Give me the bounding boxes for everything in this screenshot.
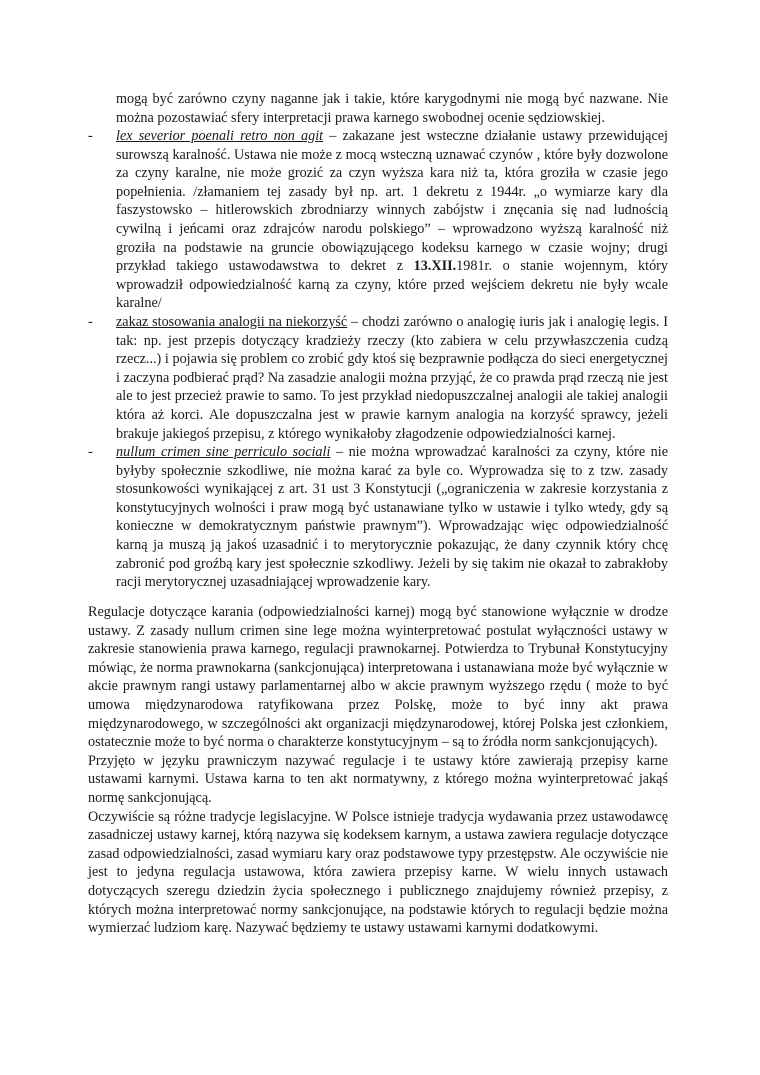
- principles-list: [88, 127, 668, 592]
- list-item: [88, 127, 668, 313]
- bullet-dash: -: [88, 444, 93, 461]
- decree-date: 13.XII.: [413, 258, 457, 275]
- principle-text: – nie można wprowadzać karalności za czyny, które nie byłyby społecznie szkodliwe, nie można karać za byle co. Wyprowadza się to z tzw. zasady stosunkowości wynikającej z art. 31 ust 3 Konstytucji („ograniczenia w zakresie korzystania z konstytucyjnych wolności i praw mogą być ustanawiane tylko w ustawie i tylko wtedy, gdy są konieczne w demokratycznym państwie prawnym”). Wprowadzając więc odpowiedzialność karną ja muszą ją jakoś uzasadnić i to merytorycznie pokazując, że dany czynnik który chcę zabronić pod groźbą kary jest społecznie szkodliwy. Jeżeli by się takim nie okazał to zabrakłoby racji merytorycznej uzasadniającej wprowadzenie kary.: [116, 444, 669, 591]
- principle-text-continued: 1981r. o stanie wojennym, który wprowadził odpowiedzialność karną za czyny, które przed wejściem dekretu nie były wcale karalne/: [116, 258, 668, 312]
- body-paragraph: Oczywiście są różne tradycje legislacyjne. W Polsce istnieje tradycja wydawania przez ustawodawcę zasadniczej ustawy karnej, którą nazywa się kodeksem karnym, a ustawa zawiera regulacje dotyczące zasad odpowiedzialności, zasad wymiaru kary oraz podstawowe typy przestępstw. Ale oczywiście nie jest to jedyna regulacja ustawowa, która zawiera przepisy karne. W wielu innych ustawach dotyczących szeregu dziedzin życia społecznego i publicznego znajdujemy również przepisy, z których można interpretować normy sankcjonujące, na podstawie których to regulacji będzie można wymierzać ludziom karę. Nazywać będziemy te ustawy ustawami karnymi dodatkowymi.: [88, 808, 668, 937]
- bullet-dash: -: [88, 313, 93, 330]
- body-paragraph: Przyjęto w języku prawniczym nazywać regulacje i te ustawy które zawierają przepisy karne ustawami karnymi. Ustawa karna to ten akt normatywny, z którego można wyinterpretować jakąś normę sankcjonującą.: [88, 752, 668, 806]
- list-item: [88, 443, 668, 592]
- principle-term: nullum crimen sine perriculo sociali: [116, 444, 331, 461]
- principle-term: zakaz stosowania analogii na niekorzyść: [116, 313, 348, 330]
- principle-text: – chodzi zarówno o analogię iuris jak i analogię legis. I tak: np. jest przepis dotyczący kradzieży rzeczy (kto zabiera w celu przywłaszczenia cudzą rzecz...) i pojawia się problem co zrobić gdy ktoś się bezprawnie podłącza do sieci energetycznej i zaczyna podbierać prąd? Na zasadzie analogii można przyjąć, że co prawda prąd rzeczą nie jest ale to jest przecież prawie to samo. To jest przykład niedopuszczalnej analogii ale takiej analogii która aż korci. Ale dopuszczalna jest w prawie karnym analogia na korzyść sprawcy, jeżeli brakuje jakiegoś przepisu, z którego wynikałoby złagodzenie odpowiedzialności karnej.: [116, 313, 668, 442]
- list-item: [88, 313, 668, 443]
- body-paragraph: Regulacje dotyczące karania (odpowiedzialności karnej) mogą być stanowione wyłącznie w drodze ustawy. Z zasady nullum crimen sine lege można wyinterpretować postulat wyłączności ustawy w zakresie stanowienia prawa karnego, regulacji prawnokarnej. Potwierdza to Trybunał Konstytucyjny mówiąc, że norma prawnokarna (sankcjonująca) interpretowana i ustanawiana może być wyłącznie w akcie prawnym rangi ustawy parlamentarnej albo w akcie prawnym wyższego rzędu ( może to być umowa międzynarodowa ratyfikowana przez Polskę, może to być inny akt prawa międzynarodowego, w szczególności akt organizacji międzynarodowej, której Polska jest członkiem, ostatecznie może to być norma o charakterze konstytucyjnym – są to źródła norm sankcjonujących).: [88, 604, 668, 751]
- intro-paragraph: mogą być zarówno czyny naganne jak i takie, które karygodnymi nie mogą być nazwane. Nie można pozostawiać sfery interpretacji prawa karnego swobodnej ocenie sędziowskiej.: [116, 91, 668, 126]
- body-text: [88, 603, 668, 938]
- principle-term: lex severior poenali retro non agit: [116, 128, 324, 144]
- bullet-dash: -: [88, 128, 93, 144]
- principle-text: – zakazane jest wsteczne działanie ustawy przewidującej surowszą karalność. Ustawa nie może z mocą wsteczną uznawać czynów , które były dozwolone za czyny karalne, nie może grozić za czyn wyższa kara niż ta, która groziła w czasie jego popełnienia. /złamaniem tej zasady był np. art. 1 dekretu z 1944r. „o wymiarze kary dla faszystowsko – hitlerowskich zbrodniarzy winnych zabójstw i znęcania się nad ludnością cywilną i jeńcami oraz zdrajców narodu polskiego” – wprowadzono wyższą karalność niż groziła na podstawie na gruncie obowiązującego kodeksu karnego w czasie wojny; drugi przykład takiego ustawodawstwa to dekret z: [116, 128, 668, 275]
